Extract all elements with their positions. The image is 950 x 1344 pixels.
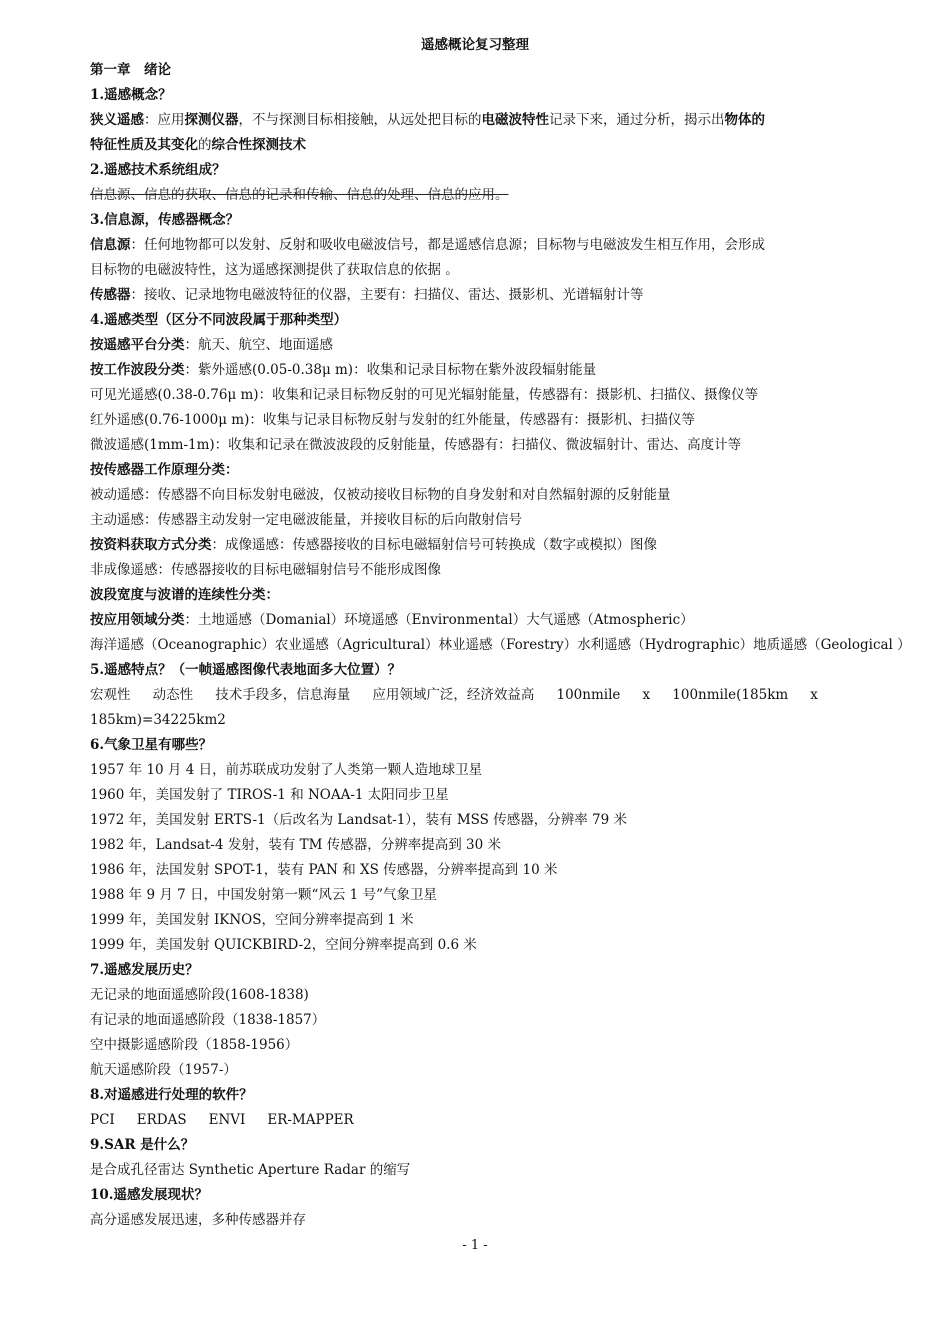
paragraph-line: 航天遥感阶段（1957-）	[90, 1062, 237, 1078]
text-run: ：接收、记录地物电磁波特征的仪器，主要有：扫描仪、雷达、摄影机、光谱辐射计等	[130, 287, 644, 303]
question-heading: 5.遥感特点？（一帧遥感图像代表地面多大位置）？	[90, 662, 402, 678]
text-run: 动态性	[152, 687, 194, 703]
text-run: 技术手段多，信息海量	[215, 687, 351, 703]
document-body	[90, 58, 911, 1233]
paragraph-line	[90, 533, 818, 558]
text-run: ：应用	[144, 112, 185, 128]
paragraph-line	[90, 333, 818, 358]
paragraph-line: 非成像遥感：传感器接收的目标电磁辐射信号不能形成图像	[90, 562, 441, 578]
paragraph-line	[90, 608, 818, 633]
paragraph-line: 有记录的地面遥感阶段（1838-1857）	[90, 1012, 326, 1028]
software-name: ERDAS	[136, 1112, 187, 1128]
emphasis-text: 物体的	[724, 112, 765, 128]
question-heading: 4.遥感类型（区分不同波段属于那种类型）	[90, 312, 348, 328]
paragraph-line	[90, 133, 818, 158]
chapter-heading: 第一章 绪论	[90, 62, 171, 78]
subheading-line: 波段宽度与波谱的连续性分类：	[90, 587, 279, 603]
question-heading: 6.气象卫星有哪些？	[90, 737, 213, 753]
paragraph-line	[90, 233, 818, 258]
paragraph-line	[90, 283, 818, 308]
question-heading: 8.对遥感进行处理的软件？	[90, 1087, 253, 1103]
question-heading: 3.信息源，传感器概念？	[90, 212, 240, 228]
software-name: ER-MAPPER	[267, 1112, 354, 1128]
paragraph-line	[90, 1108, 818, 1133]
text-run: ：任何地物都可以发射、反射和吸收电磁波信号，都是遥感信息源；目标物与电磁波发生相互作用，会形成	[130, 237, 765, 253]
question-heading: 2.遥感技术系统组成？	[90, 162, 226, 178]
text-run: ：紫外遥感(0.05-0.38μ m)：收集和记录目标物在紫外波段辐射能量	[184, 362, 597, 378]
paragraph-line: 可见光遥感(0.38-0.76μ m)：收集和记录目标物反射的可见光辐射能量，传感器有：摄影机、扫描仪、摄像仪等	[90, 387, 759, 403]
paragraph-line: 微波遥感(1mm-1m)：收集和记录在微波波段的反射能量，传感器有：扫描仪、微波辐射计、雷达、高度计等	[90, 437, 742, 453]
document-title: 遥感概论复习整理	[421, 37, 529, 53]
term-label: 信息源	[90, 237, 131, 253]
term-label: 按应用领域分类	[90, 612, 185, 628]
text-run: 100nmile(185km	[672, 687, 789, 703]
emphasis-text: 探测仪器	[184, 112, 239, 128]
paragraph-line: 1957 年 10 月 4 日，前苏联成功发射了人类第一颗人造地球卫星	[90, 762, 483, 778]
text-run: 100nmile	[556, 687, 621, 703]
emphasis-text: 特征性质及其变化	[90, 137, 198, 153]
paragraph-line: 1999 年，美国发射 IKNOS，空间分辨率提高到 1 米	[90, 912, 414, 928]
question-heading: 9.SAR 是什么？	[90, 1137, 195, 1153]
paragraph-line	[90, 108, 818, 133]
text-run: ，不与探测目标相接触，从远处把目标的	[238, 112, 482, 128]
text-run: 的	[198, 137, 212, 153]
question-heading: 7.遥感发展历史？	[90, 962, 199, 978]
text-run: ：土地遥感（Domanial）环境遥感（Environmental）大气遥感（Atmospheric）	[184, 612, 694, 628]
term-label: 按遥感平台分类	[90, 337, 185, 353]
paragraph-line: 被动遥感：传感器不向目标发射电磁波，仅被动接收目标物的自身发射和对自然辐射源的反射能量	[90, 487, 671, 503]
paragraph-line: 红外遥感(0.76-1000μ m)：收集与记录目标物反射与发射的红外能量，传感器有：摄影机、扫描仪等	[90, 412, 695, 428]
software-name: PCI	[90, 1112, 115, 1128]
text-run: 记录下来，通过分析，揭示出	[549, 112, 725, 128]
question-heading: 1.遥感概念？	[90, 87, 172, 103]
paragraph-line: 主动遥感：传感器主动发射一定电磁波能量，并接收目标的后向散射信号	[90, 512, 522, 528]
paragraph-line: 1982 年，Landsat-4 发射，装有 TM 传感器，分辨率提高到 30 米	[90, 837, 502, 853]
paragraph-line: 无记录的地面遥感阶段(1608-1838)	[90, 987, 309, 1003]
question-heading: 10.遥感发展现状？	[90, 1187, 208, 1203]
paragraph-line: 1999 年，美国发射 QUICKBIRD-2，空间分辨率提高到 0.6 米	[90, 937, 477, 953]
struck-answer-line: 信息源、信息的获取、信息的记录和传输、信息的处理、信息的应用。	[90, 187, 509, 203]
term-label: 传感器	[90, 287, 131, 303]
emphasis-text: 综合性探测技术	[211, 137, 306, 153]
term-label: 按工作波段分类	[90, 362, 185, 378]
subheading-line: 按传感器工作原理分类：	[90, 462, 239, 478]
paragraph-line	[90, 358, 818, 383]
paragraph-line: 1988 年 9 月 7 日，中国发射第一颗“风云 1 号”气象卫星	[90, 887, 437, 903]
software-name: ENVI	[208, 1112, 246, 1128]
paragraph-line: 1960 年，美国发射了 TIROS-1 和 NOAA-1 太阳同步卫星	[90, 787, 449, 803]
paragraph-line: 目标物的电磁波特性，这为遥感探测提供了获取信息的依据 。	[90, 262, 459, 278]
text-run: ：成像遥感：传感器接收的目标电磁辐射信号可转换成（数字或模拟）图像	[211, 537, 657, 553]
text-run: 宏观性	[90, 687, 131, 703]
text-run: 应用领域广泛，经济效益高	[372, 687, 535, 703]
paragraph-line: 空中摄影遥感阶段（1858-1956）	[90, 1037, 299, 1053]
paragraph-line: 是合成孔径雷达 Synthetic Aperture Radar 的缩写	[90, 1162, 411, 1178]
term-label: 狭义遥感	[90, 112, 144, 128]
page-number: - 1 -	[462, 1238, 488, 1253]
paragraph-line: 185km)=34225km2	[90, 712, 226, 728]
text-run: ：航天、航空、地面遥感	[184, 337, 333, 353]
text-run: x	[810, 687, 818, 703]
text-run: x	[642, 687, 651, 703]
paragraph-line	[90, 683, 818, 708]
paragraph-line: 1972 年，美国发射 ERTS-1（后改名为 Landsat-1），装有 MSS 传感器，分辨率 79 米	[90, 812, 627, 828]
term-label: 按资料获取方式分类	[90, 537, 212, 553]
paragraph-line: 海洋遥感（Oceanographic）农业遥感（Agricultural）林业遥感（Forestry）水利遥感（Hydrographic）地质遥感（Geological ）	[90, 637, 911, 653]
paragraph-line: 高分遥感发展迅速，多种传感器并存	[90, 1212, 306, 1228]
paragraph-line: 1986 年，法国发射 SPOT-1，装有 PAN 和 XS 传感器，分辨率提高到 10 米	[90, 862, 558, 878]
emphasis-text: 电磁波特性	[481, 112, 549, 128]
